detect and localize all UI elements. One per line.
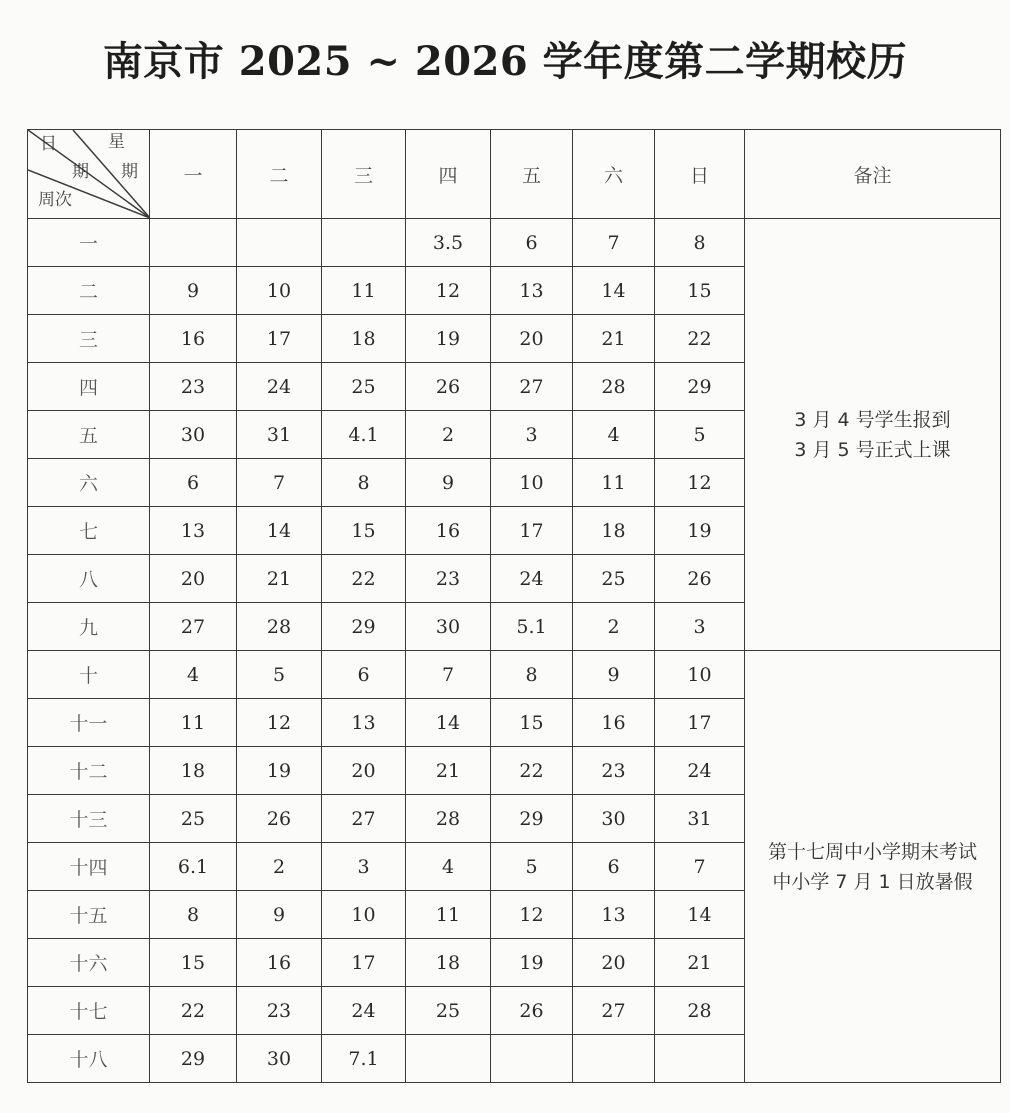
week-number: 十二: [28, 747, 150, 795]
date-cell: 27: [491, 363, 573, 411]
date-cell: 22: [150, 987, 237, 1035]
date-cell: 14: [237, 507, 322, 555]
date-cell: 3: [655, 603, 745, 651]
date-cell: 3.5: [406, 219, 491, 267]
date-cell: [655, 1035, 745, 1083]
date-cell: 25: [150, 795, 237, 843]
week-number: 十八: [28, 1035, 150, 1083]
date-cell: 2: [573, 603, 655, 651]
date-cell: 5: [491, 843, 573, 891]
date-cell: 28: [655, 987, 745, 1035]
date-cell: 23: [150, 363, 237, 411]
date-cell: 12: [237, 699, 322, 747]
date-cell: 17: [655, 699, 745, 747]
date-cell: 18: [573, 507, 655, 555]
remark-line: 第十七周中小学期末考试: [767, 840, 977, 863]
remark-line: 3 月 4 号学生报到: [794, 408, 951, 431]
date-cell: 18: [322, 315, 406, 363]
date-cell: 13: [322, 699, 406, 747]
corner-day: 日: [40, 134, 57, 154]
school-calendar-table: [27, 129, 1001, 1083]
date-cell: 30: [573, 795, 655, 843]
date-cell: 17: [491, 507, 573, 555]
date-cell: 9: [406, 459, 491, 507]
date-cell: 19: [237, 747, 322, 795]
date-cell: 15: [491, 699, 573, 747]
date-cell: 27: [150, 603, 237, 651]
date-cell: 29: [655, 363, 745, 411]
week-number: 十三: [28, 795, 150, 843]
date-cell: 4.1: [322, 411, 406, 459]
date-cell: 9: [150, 267, 237, 315]
date-cell: 16: [150, 315, 237, 363]
date-cell: 11: [150, 699, 237, 747]
date-cell: 22: [655, 315, 745, 363]
date-cell: 28: [237, 603, 322, 651]
date-cell: 18: [150, 747, 237, 795]
weekday-header: 五: [491, 130, 573, 219]
week-number: 十六: [28, 939, 150, 987]
date-cell: [322, 219, 406, 267]
week-row: [28, 651, 1001, 699]
corner-week-label: 星: [108, 132, 125, 152]
date-cell: 17: [322, 939, 406, 987]
date-cell: 20: [573, 939, 655, 987]
date-cell: 26: [237, 795, 322, 843]
date-cell: 27: [322, 795, 406, 843]
week-number: 二: [28, 267, 150, 315]
date-cell: 25: [322, 363, 406, 411]
date-cell: 19: [491, 939, 573, 987]
calendar-body: [28, 219, 1001, 1083]
date-cell: 24: [237, 363, 322, 411]
corner-period: 期: [72, 162, 89, 182]
date-cell: 4: [406, 843, 491, 891]
date-cell: 9: [237, 891, 322, 939]
date-cell: 11: [322, 267, 406, 315]
date-cell: 30: [237, 1035, 322, 1083]
remarks-header: 备注: [745, 130, 1001, 219]
date-cell: 27: [573, 987, 655, 1035]
date-cell: 2: [237, 843, 322, 891]
date-cell: 11: [573, 459, 655, 507]
date-cell: 7.1: [322, 1035, 406, 1083]
date-cell: 25: [573, 555, 655, 603]
date-cell: 10: [237, 267, 322, 315]
date-cell: 14: [573, 267, 655, 315]
date-cell: 21: [573, 315, 655, 363]
date-cell: [573, 1035, 655, 1083]
date-cell: 6: [491, 219, 573, 267]
date-cell: 12: [655, 459, 745, 507]
date-cell: 26: [655, 555, 745, 603]
page-title: 南京市 2025 ~ 2026 学年度第二学期校历: [102, 38, 908, 85]
date-cell: 29: [322, 603, 406, 651]
week-number: 十四: [28, 843, 150, 891]
date-cell: 14: [406, 699, 491, 747]
date-cell: 30: [150, 411, 237, 459]
date-cell: 12: [491, 891, 573, 939]
date-cell: 5: [237, 651, 322, 699]
date-cell: 21: [406, 747, 491, 795]
date-cell: 9: [573, 651, 655, 699]
date-cell: 7: [237, 459, 322, 507]
date-cell: 21: [237, 555, 322, 603]
weekday-header: 六: [573, 130, 655, 219]
date-cell: 19: [406, 315, 491, 363]
date-cell: 16: [406, 507, 491, 555]
date-cell: 31: [655, 795, 745, 843]
date-cell: 18: [406, 939, 491, 987]
week-number: 一: [28, 219, 150, 267]
date-cell: 19: [655, 507, 745, 555]
remarks-cell: [745, 219, 1001, 651]
date-cell: 4: [573, 411, 655, 459]
date-cell: 28: [406, 795, 491, 843]
date-cell: 16: [573, 699, 655, 747]
date-cell: 8: [655, 219, 745, 267]
date-cell: 13: [573, 891, 655, 939]
week-number: 五: [28, 411, 150, 459]
date-cell: 23: [237, 987, 322, 1035]
corner-week-label2: 期: [121, 162, 138, 182]
date-cell: 23: [406, 555, 491, 603]
week-row: [28, 219, 1001, 267]
date-cell: 13: [150, 507, 237, 555]
date-cell: 6: [150, 459, 237, 507]
date-cell: 8: [322, 459, 406, 507]
date-cell: 13: [491, 267, 573, 315]
date-cell: 6.1: [150, 843, 237, 891]
date-cell: 14: [655, 891, 745, 939]
weekday-header: 四: [406, 130, 491, 219]
date-cell: 5: [655, 411, 745, 459]
date-cell: 15: [655, 267, 745, 315]
date-cell: 3: [322, 843, 406, 891]
date-cell: 20: [322, 747, 406, 795]
date-cell: 7: [573, 219, 655, 267]
date-cell: [150, 219, 237, 267]
date-cell: 17: [237, 315, 322, 363]
week-number: 六: [28, 459, 150, 507]
date-cell: 22: [322, 555, 406, 603]
week-number: 十一: [28, 699, 150, 747]
date-cell: 15: [150, 939, 237, 987]
date-cell: 5.1: [491, 603, 573, 651]
date-cell: 26: [406, 363, 491, 411]
date-cell: 24: [322, 987, 406, 1035]
date-cell: 20: [150, 555, 237, 603]
date-cell: 12: [406, 267, 491, 315]
date-cell: 28: [573, 363, 655, 411]
date-cell: 21: [655, 939, 745, 987]
date-cell: 3: [491, 411, 573, 459]
date-cell: 30: [406, 603, 491, 651]
remark-line: 中小学 7 月 1 日放暑假: [772, 870, 973, 893]
date-cell: 26: [491, 987, 573, 1035]
week-number: 九: [28, 603, 150, 651]
corner-week-count: 周次: [38, 190, 72, 210]
date-cell: 25: [406, 987, 491, 1035]
remark-line: 3 月 5 号正式上课: [794, 438, 951, 461]
weekday-header: 二: [237, 130, 322, 219]
date-cell: [491, 1035, 573, 1083]
date-cell: 16: [237, 939, 322, 987]
date-cell: 24: [655, 747, 745, 795]
date-cell: [237, 219, 322, 267]
date-cell: 11: [406, 891, 491, 939]
date-cell: 6: [322, 651, 406, 699]
date-cell: 10: [655, 651, 745, 699]
date-cell: 29: [491, 795, 573, 843]
week-number: 四: [28, 363, 150, 411]
date-cell: 6: [573, 843, 655, 891]
week-number: 十: [28, 651, 150, 699]
date-cell: 4: [150, 651, 237, 699]
week-number: 十五: [28, 891, 150, 939]
header-row: [28, 130, 1001, 219]
corner-header: [28, 130, 150, 219]
date-cell: 24: [491, 555, 573, 603]
weekday-header: 三: [322, 130, 406, 219]
date-cell: [406, 1035, 491, 1083]
date-cell: 10: [491, 459, 573, 507]
date-cell: 10: [322, 891, 406, 939]
date-cell: 20: [491, 315, 573, 363]
date-cell: 2: [406, 411, 491, 459]
date-cell: 7: [406, 651, 491, 699]
week-number: 八: [28, 555, 150, 603]
week-number: 十七: [28, 987, 150, 1035]
date-cell: 22: [491, 747, 573, 795]
week-number: 七: [28, 507, 150, 555]
date-cell: 8: [150, 891, 237, 939]
date-cell: 8: [491, 651, 573, 699]
date-cell: 29: [150, 1035, 237, 1083]
date-cell: 23: [573, 747, 655, 795]
date-cell: 15: [322, 507, 406, 555]
remarks-cell: [745, 651, 1001, 1083]
week-number: 三: [28, 315, 150, 363]
date-cell: 31: [237, 411, 322, 459]
weekday-header: 一: [150, 130, 237, 219]
date-cell: 7: [655, 843, 745, 891]
weekday-header: 日: [655, 130, 745, 219]
